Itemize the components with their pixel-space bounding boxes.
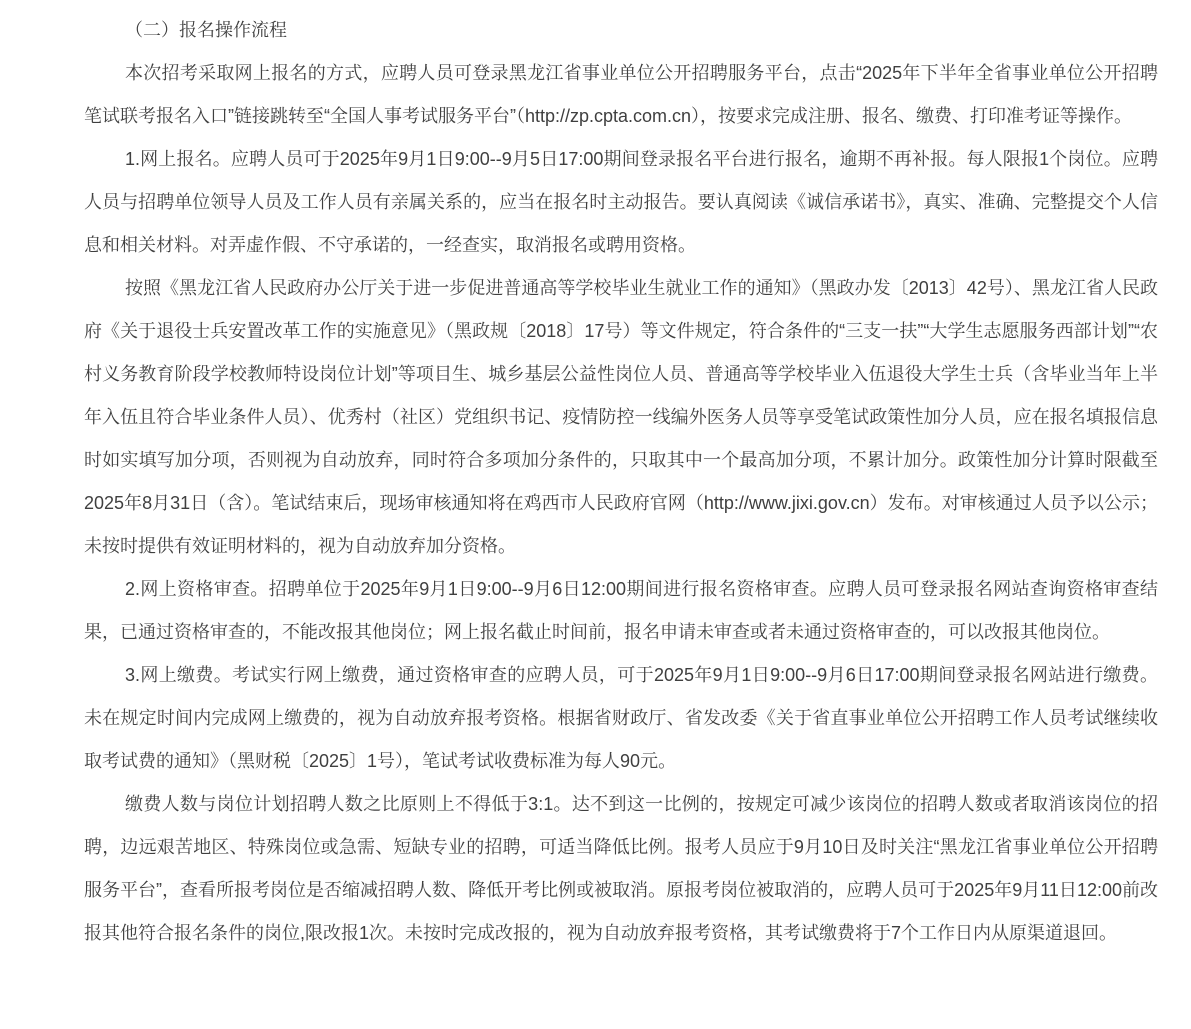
paragraph-bonus-points-policy: 按照《黑龙江省人民政府办公厅关于进一步促进普通高等学校毕业生就业工作的通知》（黑政办发〔2013〕42号）、黑龙江省人民政府《关于退役士兵安置改革工作的实施意见》（黑政规〔2018〕17号）等文件规定，符合条件的“三支一扶”“大学生志愿服务西部计划”“农村义务教育阶段学校教师特设岗位计划”等项目生、城乡基层公益性岗位人员、普通高等学校毕业入伍退役大学生士兵（含毕业当年上半年入伍且符合毕业条件人员）、优秀村（社区）党组织书记、疫情防控一线编外医务人员等享受笔试政策性加分人员，应在报名填报信息时如实填写加分项，否则视为自动放弃，同时符合多项加分条件的，只取其中一个最高加分项，不累计加分。政策性加分计算时限截至2025年8月31日（含）。笔试结束后，现场审核通知将在鸡西市人民政府官网（http://www.jixi.gov.cn）发布。对审核通过人员予以公示；未按时提供有效证明材料的，视为自动放弃加分资格。 — [84, 278, 1158, 556]
paragraph-1-online-signup: 1.网上报名。应聘人员可于2025年9月1日9:00--9月5日17:00期间登录报名平台进行报名，逾期不再补报。每人限报1个岗位。应聘人员与招聘单位领导人员及工作人员有亲属关系的，应当在报名时主动报告。要认真阅读《诚信承诺书》，真实、准确、完整提交个人信息和相关材料。对弄虚作假、不守承诺的，一经查实，取消报名或聘用资格。 — [84, 149, 1158, 255]
paragraph-2-online-qualification-review: 2.网上资格审查。招聘单位于2025年9月1日9:00--9月6日12:00期间进行报名资格审查。应聘人员可登录报名网站查询资格审查结果，已通过资格审查的，不能改报其他岗位；网上报名截止时间前，报名申请未审查或者未通过资格审查的，可以改报其他岗位。 — [84, 579, 1158, 642]
paragraph-online-registration-intro: 本次招考采取网上报名的方式，应聘人员可登录黑龙江省事业单位公开招聘服务平台，点击“2025年下半年全省事业单位公开招聘笔试联考报名入口”链接跳转至“全国人事考试服务平台”（http://zp.cpta.com.cn），按要求完成注册、报名、缴费、打印准考证等操作。 — [84, 63, 1158, 126]
section-heading: （二）报名操作流程 — [125, 20, 287, 40]
paragraph-payment-ratio-rules: 缴费人数与岗位计划招聘人数之比原则上不得低于3:1。达不到这一比例的，按规定可减少该岗位的招聘人数或者取消该岗位的招聘，边远艰苦地区、特殊岗位或急需、短缺专业的招聘，可适当降低比例。报考人员应于9月10日及时关注“黑龙江省事业单位公开招聘服务平台”，查看所报考岗位是否缩减招聘人数、降低开考比例或被取消。原报考岗位被取消的，应聘人员可于2025年9月11日12:00前改报其他符合报名条件的岗位,限改报1次。未按时完成改报的，视为自动放弃报考资格，其考试缴费将于7个工作日内从原渠道退回。 — [84, 794, 1158, 943]
paragraph-3-online-payment: 3.网上缴费。考试实行网上缴费，通过资格审查的应聘人员，可于2025年9月1日9:00--9月6日17:00期间登录报名网站进行缴费。未在规定时间内完成网上缴费的，视为自动放弃报考资格。根据省财政厅、省发改委《关于省直事业单位公开招聘工作人员考试继续收取考试费的通知》（黑财税〔2025〕1号），笔试考试收费标准为每人90元。 — [84, 665, 1158, 771]
